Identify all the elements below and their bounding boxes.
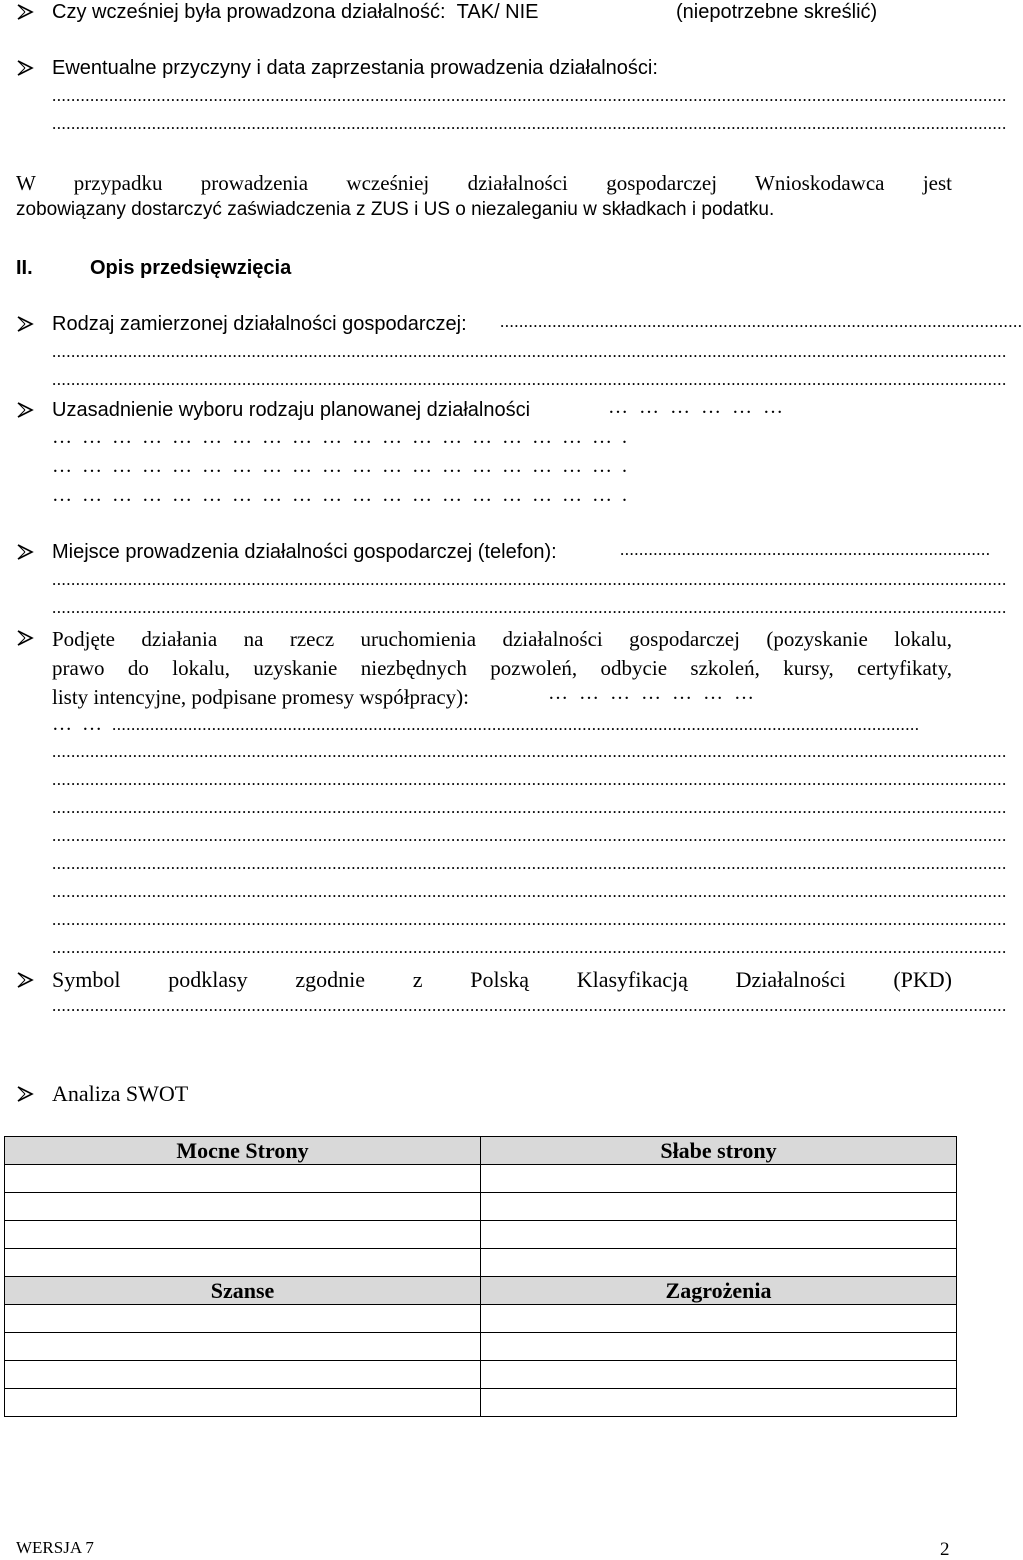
swot-cell[interactable] (481, 1305, 957, 1333)
swot-cell[interactable] (5, 1165, 481, 1193)
swot-cell[interactable] (5, 1389, 481, 1417)
answer-line[interactable]: ......................................................................................................................................................................................................... (52, 826, 1007, 845)
answer-line[interactable]: …….......................................................................................................................................................................... (52, 713, 920, 735)
swot-cell[interactable] (481, 1389, 957, 1417)
answer-line[interactable]: ......................................................................................................................................................................................................... (52, 86, 1007, 105)
answer-line[interactable]: ......................................................................................................................................................................................................... (52, 938, 1007, 957)
bullet-arrow-icon (16, 1085, 34, 1103)
answer-line[interactable]: ......................................................................................................................................................................................................... (52, 854, 1007, 873)
info-paragraph-line: zobowiązany dostarczyć zaświadczenia z ZUS i US o niezaleganiu w składkach i podatku. (16, 199, 775, 220)
swot-header-strengths: Mocne Strony (5, 1137, 481, 1165)
swot-cell[interactable] (5, 1193, 481, 1221)
answer-line[interactable]: ………………… (548, 682, 765, 704)
swot-cell[interactable] (481, 1221, 957, 1249)
answer-line[interactable]: .............................................................................. (620, 540, 991, 559)
swot-cell[interactable] (481, 1193, 957, 1221)
info-paragraph-line: W przypadku prowadzenia wcześniej działalności gospodarczej Wnioskodawca jest (16, 171, 952, 195)
answer-line[interactable]: ......................................................................................................................................................................................................... (52, 742, 1007, 761)
swot-cell[interactable] (5, 1249, 481, 1277)
bullet-arrow-icon (16, 971, 34, 989)
bullet-arrow-icon (16, 629, 34, 647)
swot-header-opportunities: Szanse (5, 1277, 481, 1305)
q1-label: Czy wcześniej była prowadzona działalność: TAK/ NIE (52, 1, 539, 23)
answer-line[interactable]: ......................................................................................................................................................................................................... (52, 798, 1007, 817)
q8-label: Analiza SWOT (52, 1081, 189, 1106)
answer-line[interactable]: ......................................................................................................................................................................................................... (52, 570, 1007, 589)
q3-label: Rodzaj zamierzonej działalności gospodarczej: (52, 313, 467, 335)
answer-line[interactable]: …………………………………………………. (52, 426, 637, 448)
bullet-arrow-icon (16, 59, 34, 77)
answer-line[interactable]: .............................................................................................................. (500, 312, 1023, 331)
answer-line[interactable]: ......................................................................................................................................................................................................... (52, 910, 1007, 929)
swot-cell[interactable] (481, 1249, 957, 1277)
swot-cell[interactable] (5, 1333, 481, 1361)
answer-line[interactable]: ……………… (608, 396, 794, 418)
bullet-arrow-icon (16, 315, 34, 333)
answer-line[interactable]: ......................................................................................................................................................................................................... (52, 996, 1007, 1015)
bullet-arrow-icon (16, 543, 34, 561)
q4-label: Uzasadnienie wyboru rodzaju planowanej działalności (52, 399, 531, 421)
section-title: Opis przedsięwzięcia (90, 257, 292, 279)
page-number: 2 (940, 1539, 950, 1560)
swot-cell[interactable] (5, 1361, 481, 1389)
answer-line[interactable]: ......................................................................................................................................................................................................... (52, 370, 1007, 389)
swot-table (4, 1136, 957, 1417)
q2-label: Ewentualne przyczyny i data zaprzestania prowadzenia działalności: (52, 57, 658, 79)
q1-note: (niepotrzebne skreślić) (676, 1, 878, 23)
q7-label: Symbol podklasy zgodnie z Polską Klasyfikacją Działalności (PKD) (52, 967, 952, 992)
answer-line[interactable]: ......................................................................................................................................................................................................... (52, 114, 1007, 133)
q6-line: prawo do lokalu, uzyskanie niezbędnych pozwoleń, odbycie szkoleń, kursy, certyfikaty, (52, 656, 952, 680)
swot-cell[interactable] (481, 1361, 957, 1389)
q5-label: Miejsce prowadzenia działalności gospodarczej (telefon): (52, 541, 557, 563)
answer-line[interactable]: …………………………………………………. (52, 455, 637, 477)
swot-cell[interactable] (5, 1221, 481, 1249)
answer-line[interactable]: ......................................................................................................................................................................................................... (52, 770, 1007, 789)
swot-header-weaknesses: Słabe strony (481, 1137, 957, 1165)
answer-line[interactable]: ......................................................................................................................................................................................................... (52, 342, 1007, 361)
q6-line: Podjęte działania na rzecz uruchomienia działalności gospodarczej (pozyskanie lokalu, (52, 627, 952, 651)
footer-version: WERSJA 7 (16, 1538, 94, 1557)
answer-line[interactable]: …………………………………………………. (52, 484, 637, 506)
swot-cell[interactable] (5, 1305, 481, 1333)
answer-line[interactable]: ......................................................................................................................................................................................................... (52, 598, 1007, 617)
answer-line[interactable]: ......................................................................................................................................................................................................... (52, 882, 1007, 901)
swot-cell[interactable] (481, 1165, 957, 1193)
q6-line: listy intencyjne, podpisane promesy współpracy): (52, 685, 469, 709)
swot-header-threats: Zagrożenia (481, 1277, 957, 1305)
bullet-arrow-icon (16, 3, 34, 21)
swot-cell[interactable] (481, 1333, 957, 1361)
bullet-arrow-icon (16, 401, 34, 419)
section-number: II. (16, 257, 33, 279)
